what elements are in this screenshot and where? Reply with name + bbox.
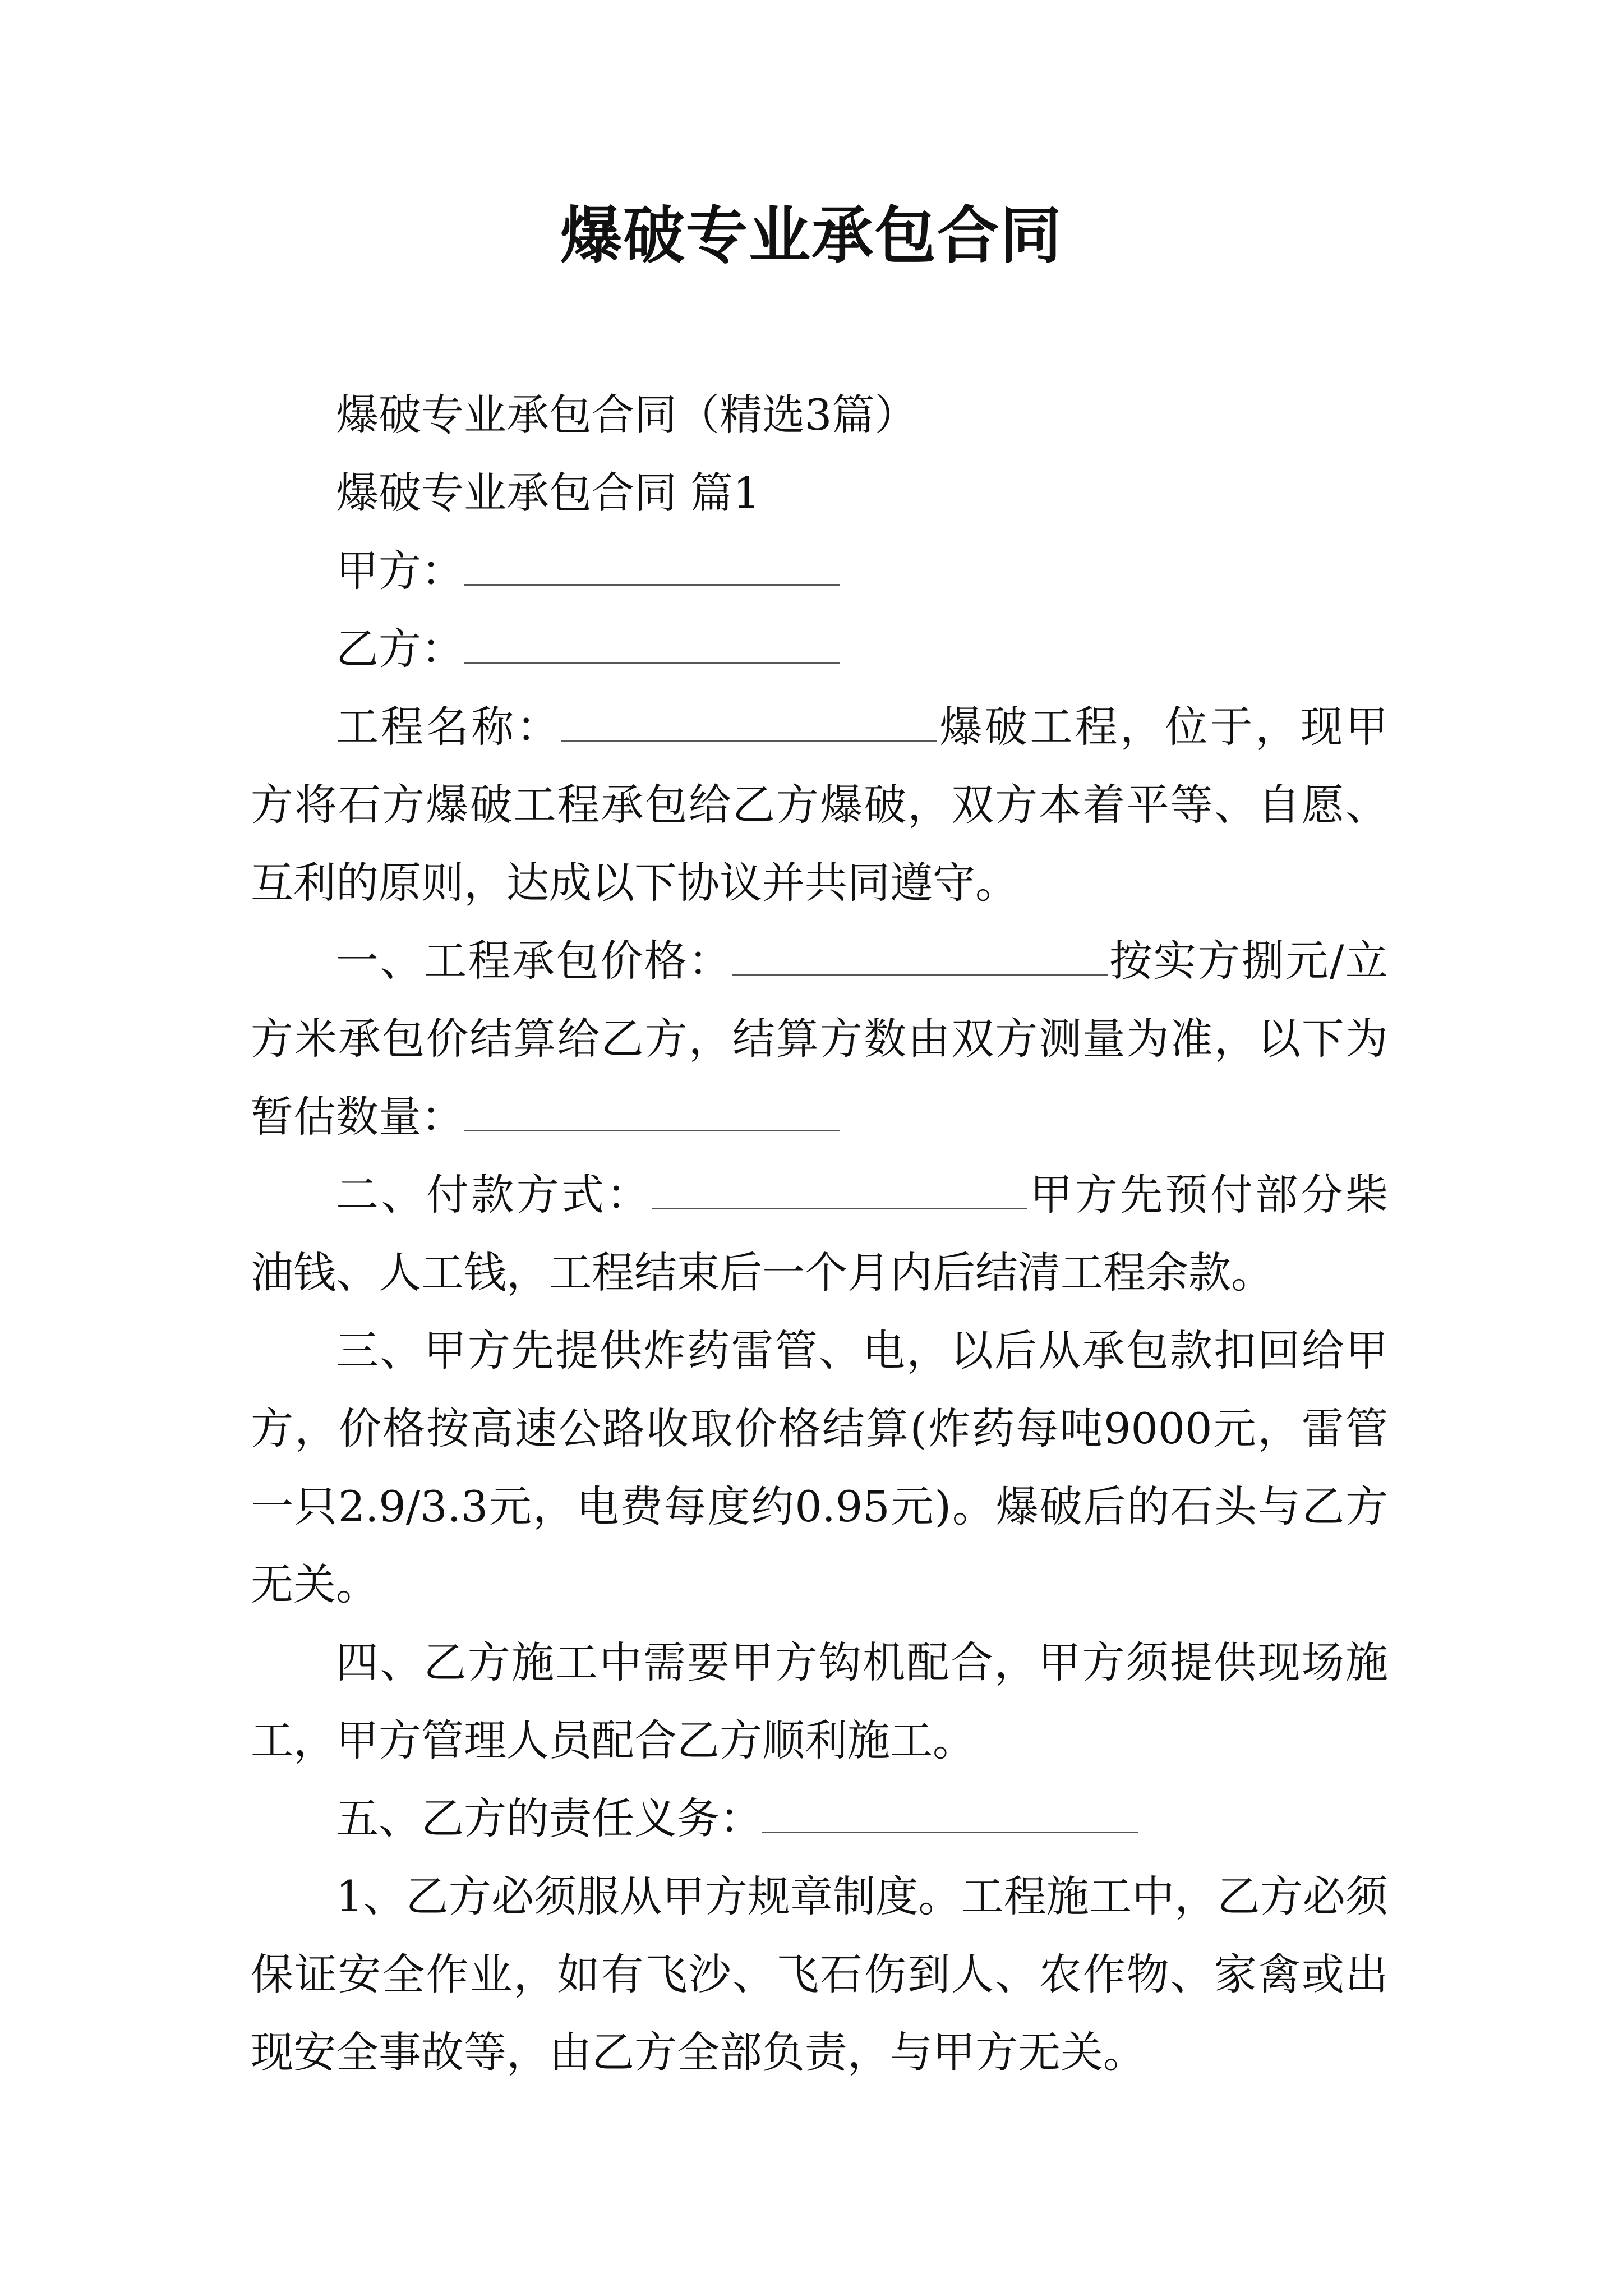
fill-in-blank — [464, 553, 840, 586]
paragraph-clause-5-1 — [251, 1857, 1388, 2091]
paragraph-clause-5 — [251, 1779, 1388, 1857]
fill-in-blank — [464, 631, 840, 664]
paragraph-text: 甲方： — [336, 546, 464, 596]
paragraph-text: 四、乙方施工中需要甲方钩机配合，甲方须提供现场施工，甲方管理人员配合乙方顺利施工。 — [251, 1637, 1388, 1765]
paragraph-text: 1、乙方必须服从甲方规章制度。工程施工中，乙方必须保证安全作业，如有飞沙、飞石伤到人、农作物、家禽或出现安全事故等，由乙方全部负责，与甲方无关。 — [251, 1871, 1388, 2077]
document-body — [251, 376, 1388, 2091]
paragraph-text: 爆破专业承包合同（精选3篇） — [336, 390, 917, 440]
paragraph-clause-3 — [251, 1312, 1388, 1623]
paragraph-project-name — [251, 688, 1388, 922]
paragraph-clause-1 — [251, 922, 1388, 1156]
paragraph-subtitle — [251, 376, 1388, 454]
paragraph-text: 一、工程承包价格： — [336, 936, 732, 986]
paragraph-text-continued: 甲方先预付部分柴油钱、人工钱，工程结束后一个月内后结清工程余款。 — [251, 1170, 1389, 1297]
paragraph-text: 爆破专业承包合同 篇1 — [336, 468, 760, 518]
paragraph-party-b — [251, 610, 1388, 688]
fill-in-blank — [561, 708, 937, 742]
paragraph-section-heading — [251, 454, 1388, 532]
document-title: 爆破专业承包合同 — [560, 199, 1063, 272]
fill-in-blank — [464, 1098, 840, 1131]
paragraph-party-a — [251, 532, 1388, 610]
fill-in-blank — [652, 1176, 1027, 1209]
paragraph-text: 五、乙方的责任义务： — [336, 1793, 762, 1843]
paragraph-text: 二、付款方式： — [336, 1170, 652, 1220]
paragraph-clause-4 — [251, 1623, 1388, 1779]
fill-in-blank — [732, 942, 1108, 976]
paragraph-text-continued: 按实方捌元/立方米承包价结算给乙方，结算方数由双方测量为准，以下为暂估数量： — [251, 936, 1389, 1142]
paragraph-text-continued: 爆破工程，位于，现甲方将石方爆破工程承包给乙方爆破，双方本着平等、自愿、互利的原则，达成以下协议并共同遵守。 — [251, 702, 1388, 908]
paragraph-text: 乙方： — [336, 624, 464, 674]
paragraph-clause-2 — [251, 1156, 1388, 1312]
paragraph-text: 工程名称： — [336, 702, 561, 752]
paragraph-text: 三、甲方先提供炸药雷管、电，以后从承包款扣回给甲方，价格按高速公路收取价格结算(炸药每吨9000元，雷管一只2.9/3.3元，电费每度约0.95元)。爆破后的石头与乙方无关。 — [251, 1326, 1388, 1609]
fill-in-blank — [762, 1800, 1138, 1833]
